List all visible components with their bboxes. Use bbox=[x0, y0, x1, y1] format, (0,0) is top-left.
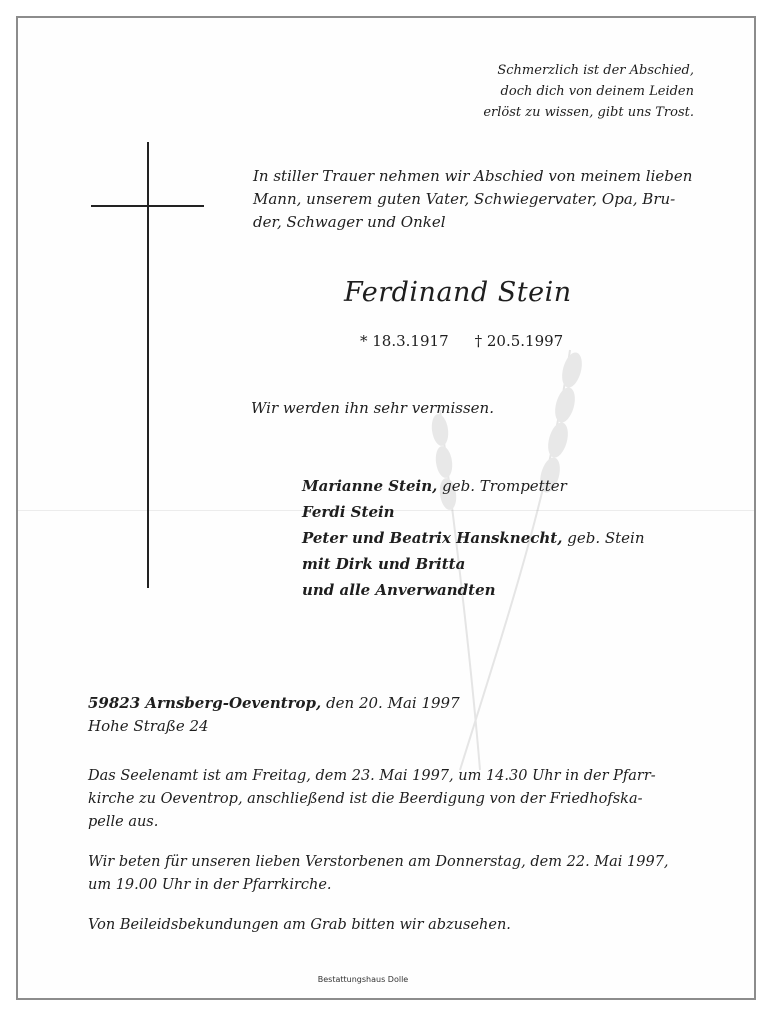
notice-date: den 20. Mai 1997 bbox=[326, 694, 460, 712]
city: 59823 Arnsberg-Oeventrop, bbox=[88, 694, 322, 712]
mourner-entry bbox=[302, 473, 645, 499]
mourner-name: und alle Anverwandten bbox=[302, 581, 496, 599]
death-date: † 20.5.1997 bbox=[474, 332, 564, 350]
intro-line: Mann, unserem guten Vater, Schwiegervater, Opa, Bru- bbox=[253, 190, 676, 208]
birth-date: * 18.3.1917 bbox=[360, 332, 449, 350]
motto-line: Schmerzlich ist der Abschied, bbox=[497, 63, 694, 78]
mourner-name: mit Dirk und Britta bbox=[302, 555, 466, 573]
mourners-list bbox=[302, 473, 645, 603]
mourner-entry bbox=[302, 499, 645, 525]
place-and-date bbox=[88, 692, 460, 738]
mourner-entry bbox=[302, 525, 645, 551]
funeral-home-name: Bestattungshaus Dolle bbox=[317, 975, 409, 984]
mourner-note: geb. Stein bbox=[567, 529, 645, 547]
mourner-entry bbox=[302, 551, 645, 577]
mourner-note: geb. Trompetter bbox=[442, 477, 567, 495]
condolences-notice bbox=[88, 914, 692, 937]
motto-line: doch dich von deinem Leiden bbox=[500, 84, 694, 99]
funeral-home-credit bbox=[0, 975, 776, 984]
requiem-notice bbox=[88, 765, 692, 834]
notice-line: Das Seelenamt ist am Freitag, dem 23. Mai 1997, um 14.30 Uhr in der Pfarr- bbox=[88, 768, 656, 784]
street-address: Hohe Straße 24 bbox=[88, 717, 209, 735]
mourner-name: Peter und Beatrix Hansknecht, bbox=[302, 529, 563, 547]
deceased-name: Ferdinand Stein bbox=[344, 277, 572, 308]
mourner-entry bbox=[302, 577, 645, 603]
intro-line: der, Schwager und Onkel bbox=[253, 213, 446, 231]
notice-line: Von Beileidsbekundungen am Grab bitten wir abzusehen. bbox=[88, 917, 511, 933]
city-date-line bbox=[88, 692, 460, 715]
intro-text bbox=[253, 165, 693, 234]
notice-line: kirche zu Oeventrop, anschließend ist die Beerdigung von der Friedhofska- bbox=[88, 791, 643, 807]
prayer-notice bbox=[88, 851, 692, 897]
notice-line: Wir beten für unseren lieben Verstorbenen am Donnerstag, dem 22. Mai 1997, bbox=[88, 854, 669, 870]
motto-line: erlöst zu wissen, gibt uns Trost. bbox=[483, 105, 694, 120]
cross-icon-vertical-bar bbox=[147, 142, 149, 588]
mourner-name: Ferdi Stein bbox=[302, 503, 395, 521]
intro-line: In stiller Trauer nehmen wir Abschied von meinem lieben bbox=[253, 167, 693, 185]
motto-verse bbox=[434, 60, 694, 123]
cross-icon-horizontal-bar bbox=[91, 205, 204, 207]
notice-line: pelle aus. bbox=[88, 814, 159, 830]
farewell-message: Wir werden ihn sehr vermissen. bbox=[251, 399, 494, 417]
mourner-name: Marianne Stein, bbox=[302, 477, 438, 495]
life-dates bbox=[360, 332, 563, 350]
notice-line: um 19.00 Uhr in der Pfarrkirche. bbox=[88, 877, 332, 893]
